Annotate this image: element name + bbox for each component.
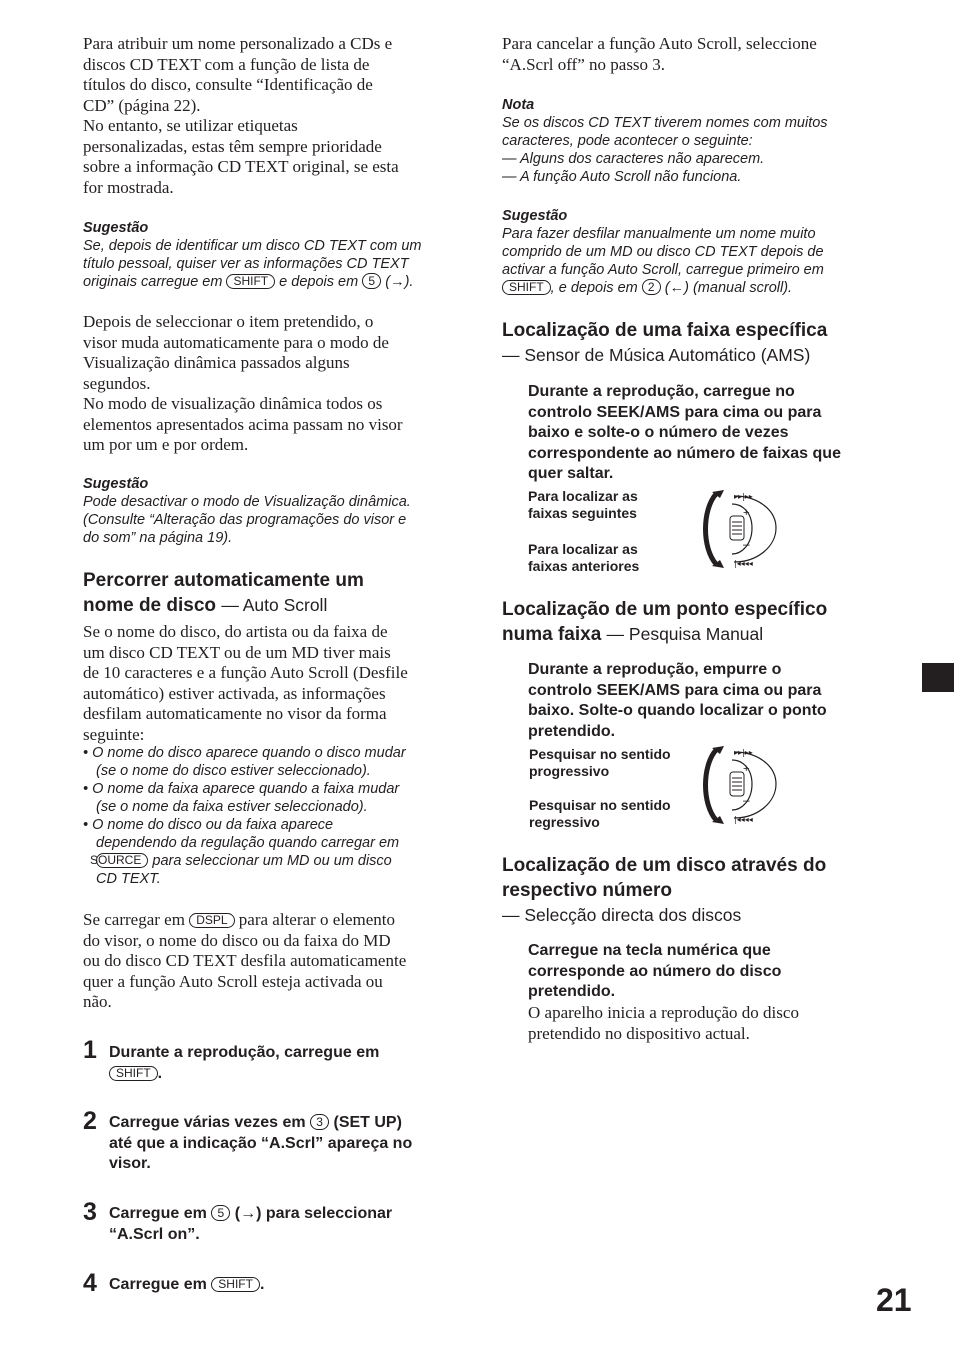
intro-paragraph: Para atribuir um nome personalizado a CDs e discos CD TEXT com a função de lista de títulos do disco, consulte “Identificação de CD” (página 22). No entanto, se utilizar etiquetas personalizadas, estas têm sempre prioridade sobre a informação CD TEXT original, se esta for mostrada.	[83, 34, 399, 197]
heading-direct-disc: Localização de um disco através do respectivo número — Selecção directa dos discos	[502, 855, 827, 925]
number-5-key-icon: 5	[362, 273, 381, 289]
ams-instruction: Durante a reprodução, carregue no controlo SEEK/AMS para cima ou para baixo e solte-o o número de vezes correspondente ao número de faixas que quer saltar.	[528, 383, 841, 482]
svg-text:▸▸|▸▸: ▸▸|▸▸	[734, 492, 753, 501]
manual-down-label: Pesquisar no sentido regressivo	[529, 797, 671, 830]
svg-text:|◂◂◂◂: |◂◂◂◂	[734, 815, 753, 824]
seek-ams-control-icon	[698, 488, 782, 572]
svg-text:+: +	[743, 507, 750, 519]
number-5-key-icon: 5	[211, 1205, 230, 1221]
list-item: • O nome do disco ou da faixa aparece dependendo da regulação quando carregar em SOURCE para seleccionar um MD ou um disco CD TEXT.	[83, 817, 400, 887]
disc-result: O aparelho inicia a reprodução do disco pretendido no dispositivo actual.	[528, 1003, 799, 1043]
note-box: Nota Se os discos CD TEXT tiverem nomes com muitos caracteres, pode acontecer o seguinte: — Alguns dos caracteres não aparecem. — A função Auto Scroll não funciona.	[502, 97, 828, 185]
manual-instruction: Durante a reprodução, empurre o controlo SEEK/AMS para cima ou para baixo. Solte-o quando localizar o ponto pretendido.	[528, 661, 827, 740]
auto-scroll-bullets	[83, 744, 406, 888]
shift-key-icon: SHIFT	[109, 1066, 158, 1081]
svg-text:▸▸|▸▸: ▸▸|▸▸	[734, 748, 753, 757]
cancel-paragraph: Para cancelar a função Auto Scroll, seleccione “A.Scrl off” no passo 3.	[502, 34, 817, 74]
dspl-key-icon: DSPL	[189, 913, 234, 928]
ams-down-label: Para localizar as faixas anteriores	[528, 541, 640, 574]
number-2-key-icon: 2	[642, 279, 661, 295]
heading-auto-scroll: Percorrer automaticamente um nome de disco — Auto Scroll	[83, 570, 364, 616]
shift-key-icon: SHIFT	[211, 1277, 260, 1292]
tip-box-1: Sugestão Se, depois de identificar um disco CD TEXT com um título pessoal, quiser ver as informações CD TEXT originais carregue em SHIFT e depois em 5 (→).	[83, 220, 422, 290]
svg-text:–: –	[743, 537, 750, 551]
manual-up-label: Pesquisar no sentido progressivo	[529, 746, 671, 779]
shift-key-icon: SHIFT	[502, 280, 551, 295]
list-item: • O nome do disco aparece quando o disco mudar (se o nome do disco estiver seleccionado).	[83, 745, 406, 779]
svg-text:+: +	[743, 763, 750, 775]
seek-ams-control-icon	[698, 744, 782, 828]
source-key-icon: SOURCE	[96, 853, 148, 868]
dspl-paragraph: Se carregar em DSPL para alterar o elemento do visor, o nome do disco ou da faixa do MD ou do disco CD TEXT desfila automaticamente quer a função Auto Scroll esteja activada ou não.	[83, 910, 407, 1011]
heading-ams: Localização de uma faixa específica — Sensor de Música Automático (AMS)	[502, 320, 828, 365]
section-tab-marker	[922, 663, 954, 692]
svg-text:|◂◂◂◂: |◂◂◂◂	[734, 559, 753, 568]
page-number: 21	[876, 1282, 912, 1318]
tip-box-3: Sugestão Para fazer desfilar manualmente um nome muito comprido de um MD ou disco CD TEXT depois de activar a função Auto Scroll, carregue primeiro em SHIFT , e depois em 2 (←) (manual scroll).	[502, 208, 824, 296]
auto-scroll-paragraph: Se o nome do disco, do artista ou da faixa de um disco CD TEXT ou de um MD tiver mais de 10 caracteres e a função Auto Scroll (Desfile automático) estiver activada, as informações desfilam automaticamente no visor da forma seguinte:	[83, 622, 408, 744]
svg-text:–: –	[743, 793, 750, 807]
shift-key-icon: SHIFT	[226, 274, 275, 289]
tip-box-2: Sugestão Pode desactivar o modo de Visualização dinâmica. (Consulte “Alteração das programações do visor e do som” na página 19).	[83, 476, 411, 546]
list-item: • O nome da faixa aparece quando a faixa mudar (se o nome da faixa estiver seleccionado).	[83, 781, 400, 815]
dynamic-display-paragraph: Depois de seleccionar o item pretendido, o visor muda automaticamente para o modo de Visualização dinâmica passados alguns segundos. No modo de visualização dinâmica todos os elementos apresentados acima passam no visor um por um e por ordem.	[83, 312, 403, 454]
ams-up-label: Para localizar as faixas seguintes	[528, 488, 638, 521]
heading-manual-search: Localização de um ponto específico numa faixa — Pesquisa Manual	[502, 599, 828, 645]
number-3-key-icon: 3	[310, 1114, 329, 1130]
disc-instruction: Carregue na tecla numérica que corresponde ao número do disco pretendido.	[528, 942, 782, 1000]
